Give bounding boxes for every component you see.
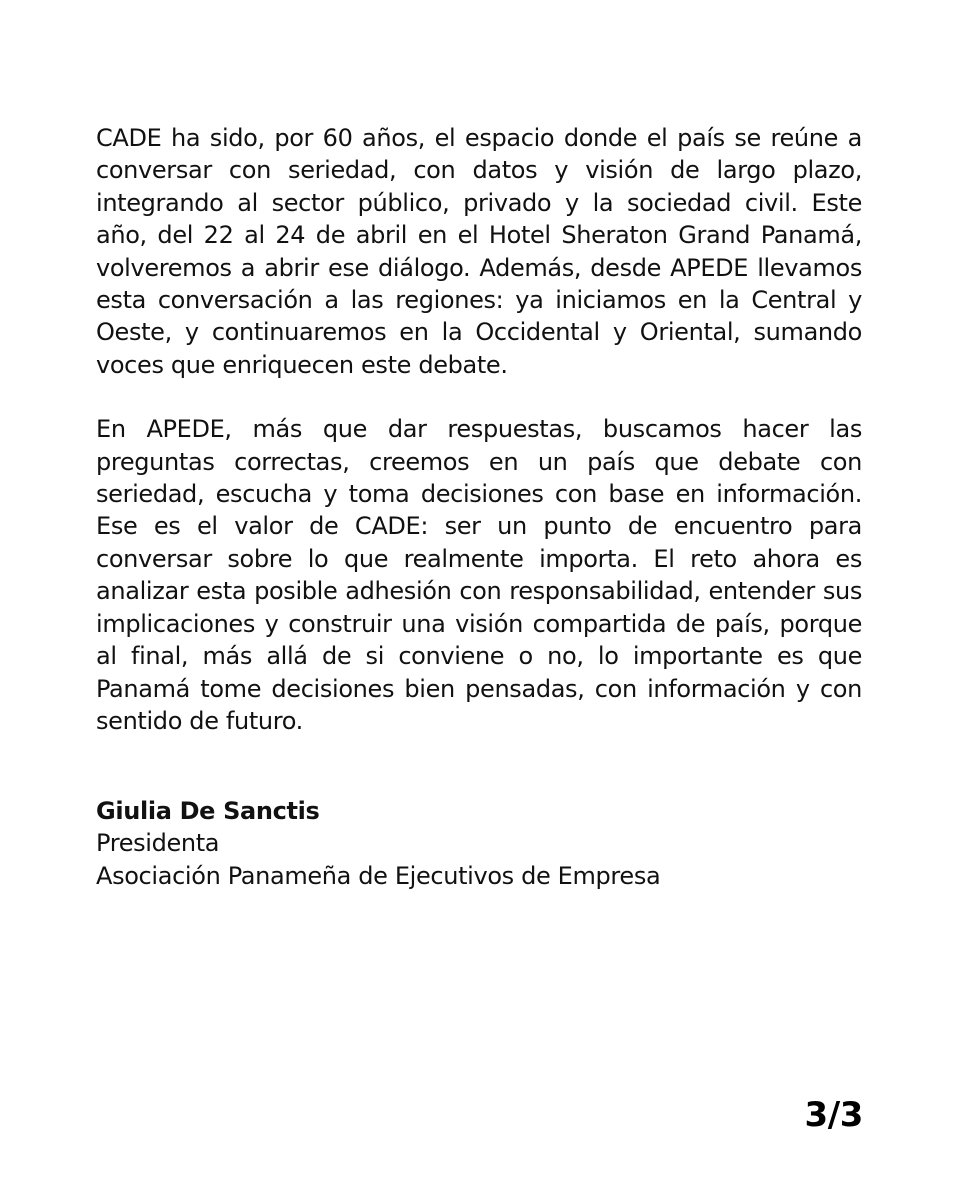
signatory-organization: Asociación Panameña de Ejecutivos de Empresa bbox=[96, 861, 661, 890]
signature-block bbox=[96, 795, 862, 892]
document-body bbox=[96, 122, 862, 737]
body-paragraph-2: En APEDE, más que dar respuestas, buscamos hacer las preguntas correctas, creemos en un país que debate con seriedad, escucha y toma decisiones con base en información. Ese es el valor de CADE: ser un punto de encuentro para conversar sobre lo que realmente importa. El reto ahora es analizar esta posible adhesión con responsabilidad, entender sus implicaciones y construir una visión compartida de país, porque al final, más allá de si conviene o no, lo importante es que Panamá tome decisiones bien pensadas, con información y con sentido de futuro. bbox=[96, 415, 862, 735]
page-indicator: 3/3 bbox=[804, 1095, 863, 1135]
signatory-title: Presidenta bbox=[96, 829, 220, 858]
body-paragraph-1: CADE ha sido, por 60 años, el espacio donde el país se reúne a conversar con seriedad, con datos y visión de largo plazo, integrando al sector público, privado y la sociedad civil. Este año, del 22 al 24 de abril en el Hotel Sheraton Grand Panamá, volveremos a abrir ese diálogo. Además, desde APEDE llevamos esta conversación a las regiones: ya iniciamos en la Central y Oeste, y continuaremos en la Occidental y Oriental, sumando voces que enriquecen este debate. bbox=[96, 124, 862, 379]
signatory-name: Giulia De Sanctis bbox=[96, 797, 320, 825]
